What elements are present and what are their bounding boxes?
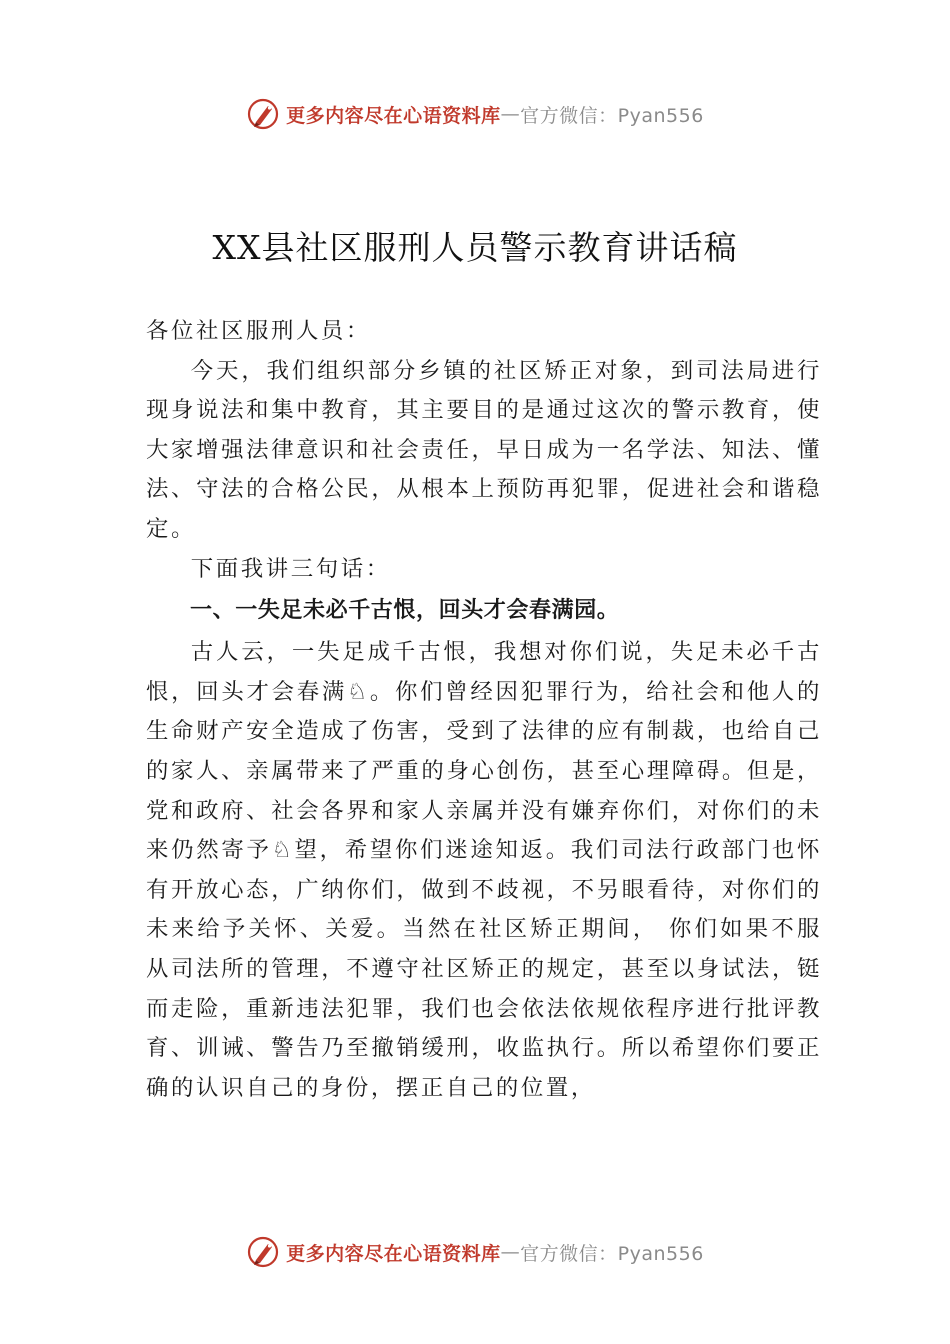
pen-nib-logo-icon <box>246 97 280 131</box>
pen-nib-logo-icon <box>246 1235 280 1269</box>
ad-wechat: 官方微信：Pyan556 <box>520 104 704 127</box>
ad-separator: — <box>500 103 521 125</box>
document-title: XX县社区服刑人员警示教育讲话稿 <box>212 228 738 267</box>
salutation: 各位社区服刑人员： <box>146 318 371 344</box>
ad-separator: — <box>500 1241 521 1263</box>
paragraph: 今天，我们组织部分乡镇的社区矫正对象，到司法局进行现身说法和集中教育，其主要目的是通过这次的警示教育，使大家增强法律意识和社会责任，早日成为一名学法、知法、懂法、守法的合格公民，从根本上预防再犯罪，促进社会和谐稳定。 <box>146 357 822 542</box>
header-banner <box>0 94 950 134</box>
section-heading: 一、一失足未必千古恨，回头才会春满园。 <box>190 598 620 624</box>
paragraph: 下面我讲三句话： <box>190 555 391 582</box>
ad-text: 更多内容尽在心语资料库 <box>286 1242 501 1265</box>
ad-wechat: 官方微信：Pyan556 <box>520 1242 704 1265</box>
section-paragraph: 古人云，一失足成千古恨，我想对你们说，失足未必千古恨，回头才会春满♘。你们曾经因犯罪行为，给社会和他人的生命财产安全造成了伤害，受到了法律的应有制裁，也给自己的家人、亲属带来了严重的身心创伤，甚至心理障碍。但是，党和政府、社会各界和家人亲属并没有嫌弃你们，对你们的未来仍然寄予♘望，希望你们迷途知返。我们司法行政部门也怀有开放心态，广纳你们，做到不歧视，不另眼看待，对你们的未来给予关怀、关爱。当然在社区矫正期间， 你们如果不服从司法所的管理，不遵守社区矫正的规定，甚至以身试法，铤而走险，重新违法犯罪，我们也会依法依规依程序进行批评教育、训诫、警告乃至撤销缓刑，收监执行。所以希望你们要正确的认识自己的身份，摆正自己的位置， <box>146 639 822 1101</box>
footer-banner <box>0 1232 950 1272</box>
document-body <box>146 312 822 1108</box>
ad-text: 更多内容尽在心语资料库 <box>286 104 501 127</box>
